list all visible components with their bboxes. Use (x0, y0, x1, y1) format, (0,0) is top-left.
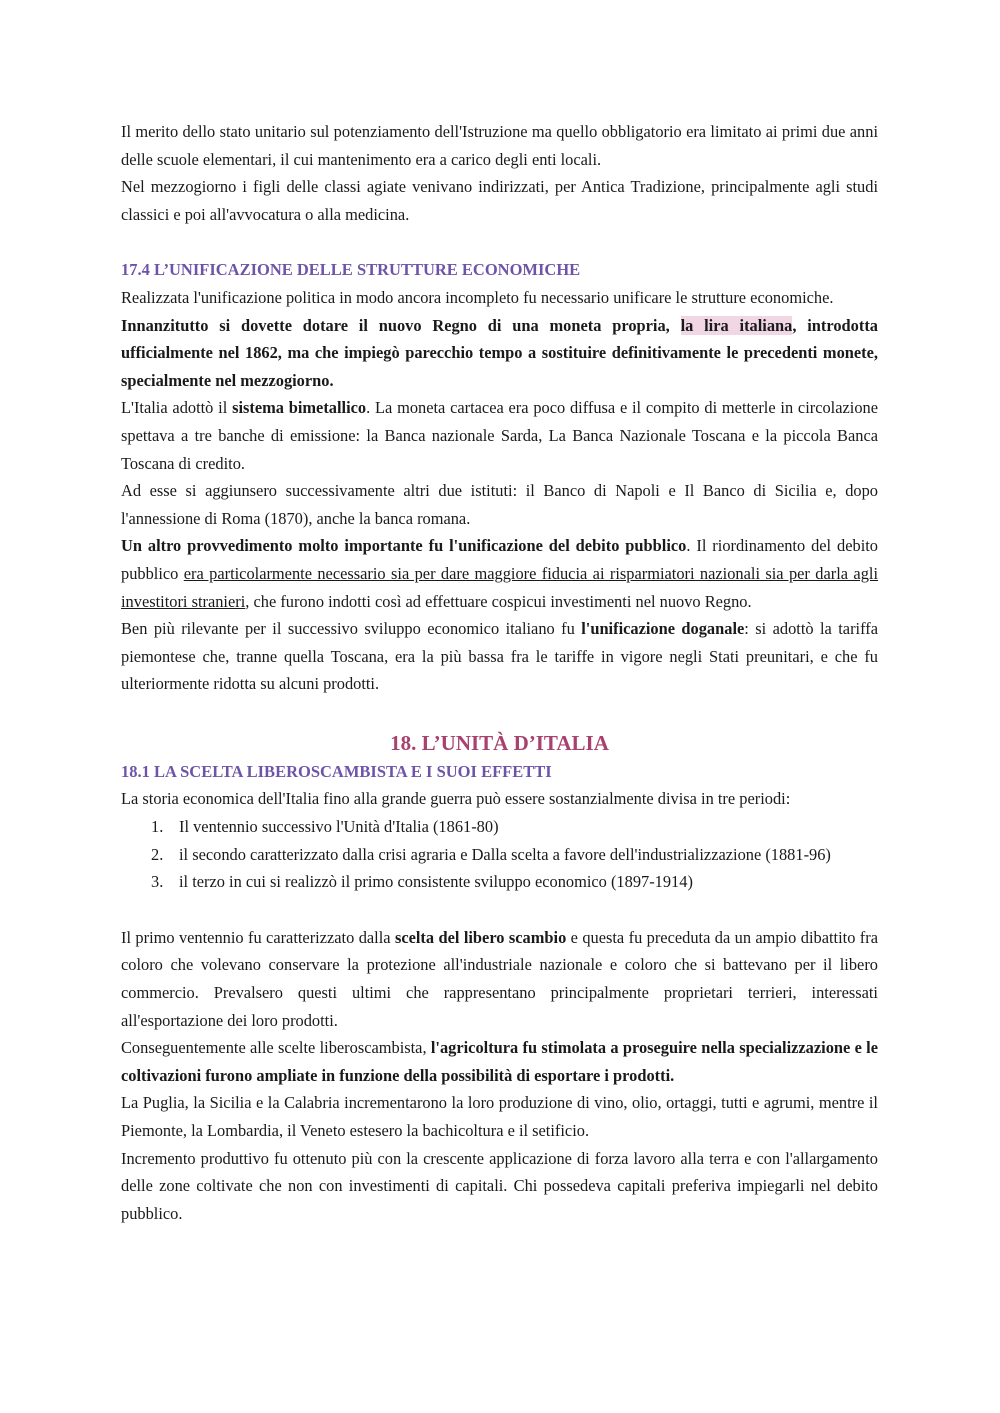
text-span: . Il riordinamento del debito pubblico (121, 536, 878, 583)
list-item (121, 868, 878, 896)
paragraph-agricoltura (121, 1034, 878, 1089)
text-span: Conseguentemente alle scelte liberoscambista, (121, 1038, 431, 1058)
spacer (121, 698, 878, 728)
paragraph-unificazione: Realizzata l'unificazione politica in modo ancora incompleto fu necessario unificare le strutture economiche. (121, 287, 834, 307)
text-span: , che furono indotti così ad effettuare cospicui investimenti nel nuovo Regno. (245, 591, 752, 611)
bold-text: scelta del libero scambio (394, 927, 567, 947)
list-number: 3. (151, 872, 164, 892)
list-number: 2. (151, 844, 164, 864)
text-span: Ben più rilevante per il successivo sviluppo economico italiano fu (121, 619, 582, 639)
section-heading-17-4: 17.4 L’UNIFICAZIONE DELLE STRUTTURE ECONOMICHE (121, 260, 581, 280)
text-span: : si adottò la tariffa piemontese che, tranne quella Toscana, era la più bassa fra le tariffe in vigore negli Stati preunitari, e che fu ulteriormente ridotta su alcuni prodotti. (121, 619, 878, 694)
chapter-title-18: 18. L’UNITÀ D’ITALIA (390, 730, 609, 755)
paragraph-doganale (121, 615, 878, 698)
section-heading-18-1: 18.1 LA SCELTA LIBEROSCAMBISTA E I SUOI EFFETTI (121, 761, 552, 781)
list-item-text: il terzo in cui si realizzò il primo consistente sviluppo economico (1897-1914) (179, 872, 693, 892)
underlined-text: era particolarmente necessario sia per dare maggiore fiducia ai risparmiatori nazionali sia per darla agli investitori stranieri (121, 563, 878, 611)
text-span: e questa fu preceduta da un ampio dibattito fra coloro che volevano conservare la protezione all'industriale nazionale e coloro che si battevano per il libero commercio. Prevalsero questi ultimi che rappresentano principalmente proprietari terrieri, interessati all'esportazione dei loro prodotti. (121, 927, 878, 1030)
spacer (121, 228, 878, 256)
list-item (121, 813, 878, 841)
paragraph-regioni: La Puglia, la Sicilia e la Calabria incrementarono la loro produzione di vino, olio, ortaggi, tutti e agrumi, mentre il Piemonte, la Lombardia, il Veneto estesero la bachicoltura e il setificio. (121, 1093, 878, 1140)
spacer (121, 896, 878, 924)
bold-text: Innanzitutto si dovette dotare il nuovo Regno di una moneta propria, (121, 315, 681, 335)
paragraph-istituti: Ad esse si aggiunsero successivamente altri due istituti: il Banco di Napoli e Il Banco di Sicilia e, dopo l'annessione di Roma (1870), anche la banca romana. (121, 481, 878, 528)
text-span: Il primo ventennio fu caratterizzato dalla (121, 927, 395, 947)
periods-list (121, 813, 878, 896)
document-page (121, 118, 878, 1227)
bold-text: , introdotta ufficialmente nel 1862, ma che impiegò parecchio tempo a sostituire definitivamente le precedenti monete, specialmente nel mezzogiorno. (121, 315, 878, 390)
paragraph-bimetallico (121, 394, 878, 477)
bold-text: Un altro provvedimento molto importante fu l'unificazione del debito pubblico (121, 536, 687, 556)
bold-text: sistema bimetallico (232, 398, 367, 418)
bold-text: l'agricoltura fu stimolata a proseguire nella specializzazione e le coltivazioni furono ampliate in funzione della possibilità di esportare i prodotti. (121, 1038, 878, 1085)
intro-paragraph-2: Nel mezzogiorno i figli delle classi agiate venivano indirizzati, per Antica Tradizione, principalmente agli studi classici e poi all'avvocatura o alla medicina. (121, 177, 878, 224)
highlighted-text: la lira italiana (680, 315, 793, 335)
paragraph-moneta (121, 312, 878, 395)
paragraph-periodi: La storia economica dell'Italia fino alla grande guerra può essere sostanzialmente divisa in tre periodi: (121, 789, 791, 809)
text-span: . La moneta cartacea era poco diffusa e il compito di metterle in circolazione spettava a tre banche di emissione: la Banca nazionale Sarda, La Banca Nazionale Toscana e la piccola Banca Toscana di credito. (121, 398, 878, 473)
paragraph-libero-scambio (121, 924, 878, 1034)
list-number: 1. (151, 817, 164, 837)
intro-paragraph-1: Il merito dello stato unitario sul potenziamento dell'Istruzione ma quello obbligatorio era limitato ai primi due anni delle scuole elementari, il cui mantenimento era a carico degli enti locali. (121, 122, 878, 169)
paragraph-debito-pubblico (121, 532, 878, 615)
bold-text: l'unificazione doganale (581, 619, 745, 639)
paragraph-incremento: Incremento produttivo fu ottenuto più con la crescente applicazione di forza lavoro alla terra e con l'allargamento delle zone coltivate che non con investimenti di capitali. Chi possedeva capitali preferiva impiegarli nel debito pubblico. (121, 1148, 878, 1223)
list-item-text: Il ventennio successivo l'Unità d'Italia (1861-80) (179, 817, 499, 837)
list-item (121, 841, 878, 869)
list-item-text: il secondo caratterizzato dalla crisi agraria e Dalla scelta a favore dell'industrializzazione (1881-96) (179, 844, 831, 864)
text-span: L'Italia adottò il (121, 398, 233, 418)
